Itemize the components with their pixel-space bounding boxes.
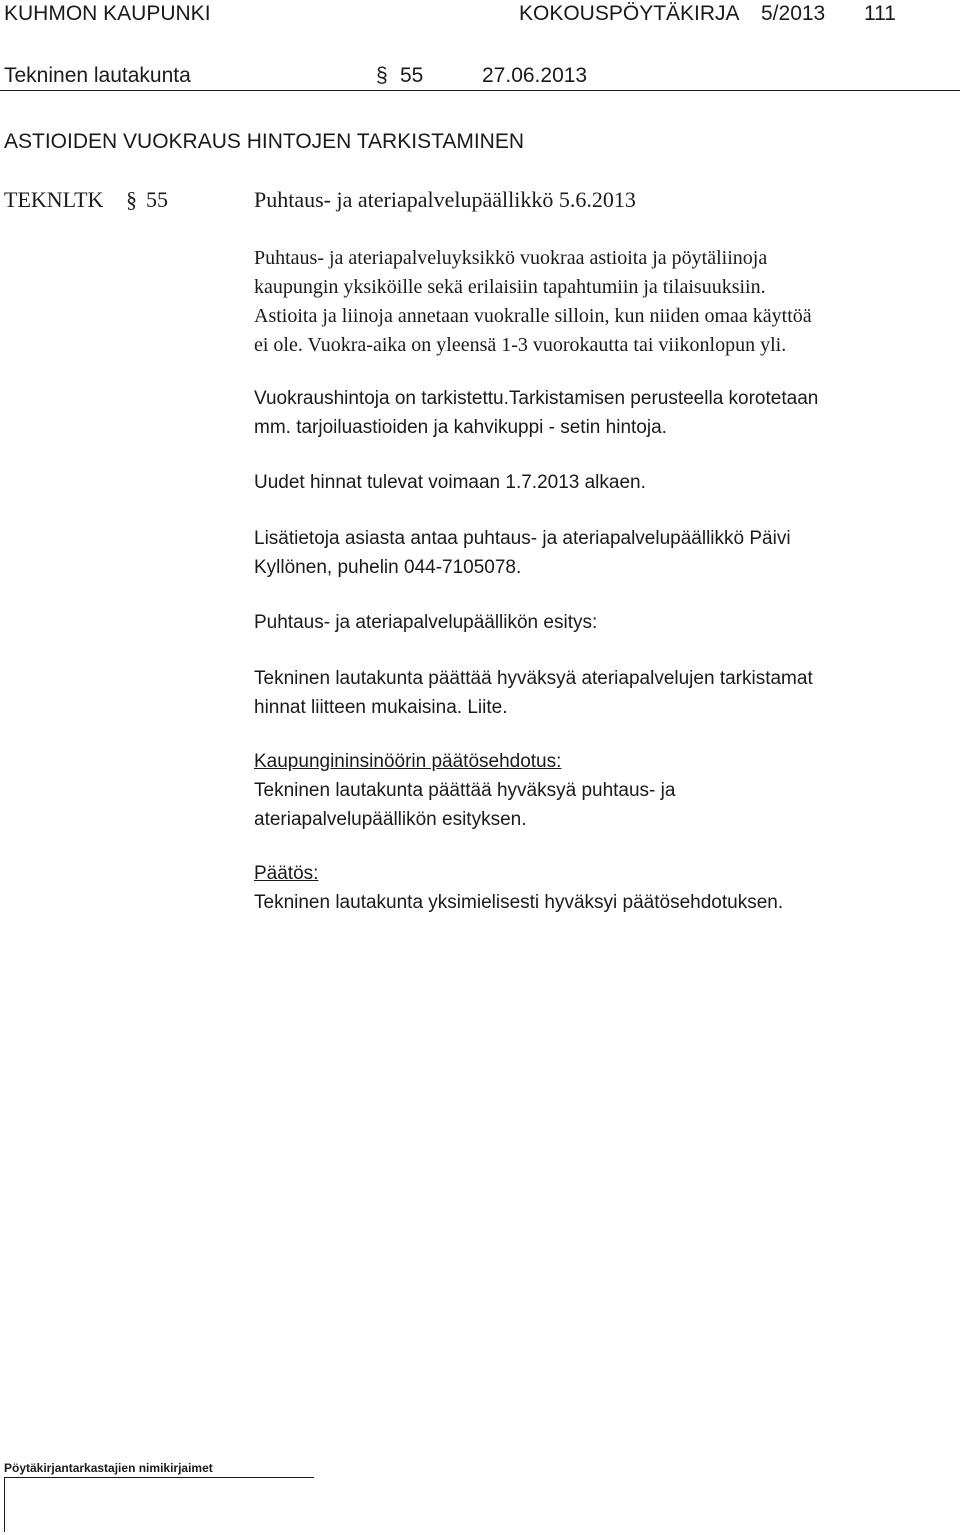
proposal-heading: Puhtaus- ja ateriapalvelupäällikön esitys: (254, 612, 598, 633)
engineer-proposal-line: ateriapalvelupäällikön esityksen. (254, 809, 527, 830)
proposal-line: Tekninen lautakunta päättää hyväksyä ateriapalvelujen tarkistamat (254, 668, 813, 689)
intro-line: ei ole. Vuokra-aika on yleensä 1-3 vuorokautta tai viikonlopun yli. (254, 334, 787, 356)
contact-line: Lisätietoja asiasta antaa puhtaus- ja ateriapalvelupäällikkö Päivi (254, 528, 791, 549)
meeting-date: 27.06.2013 (482, 64, 588, 87)
document-number: 5/2013 (761, 2, 826, 25)
page-title: ASTIOIDEN VUOKRAUS HINTOJEN TARKISTAMINEN (4, 130, 525, 153)
contact-line: Kyllönen, puhelin 044-7105078. (254, 557, 522, 578)
decision-heading: Päätös: (254, 863, 319, 884)
initials-box-top-border (4, 1477, 314, 1478)
preparer-line: Puhtaus- ja ateriapalvelupäällikkö 5.6.2013 (254, 187, 636, 212)
section-mark: § (376, 64, 388, 87)
intro-line: kaupungin yksiköille sekä erilaisiin tapahtumiin ja tilaisuuksiin. (254, 276, 766, 298)
engineer-proposal (254, 747, 944, 834)
document-type: KOKOUSPÖYTÄKIRJA (519, 2, 740, 25)
municipality-name: KUHMON KAUPUNKI (4, 2, 211, 25)
proposal-line: hinnat liitteen mukaisina. Liite. (254, 697, 508, 718)
initials-box-left-border (4, 1477, 5, 1532)
reference-code: TEKNLTK (4, 187, 104, 212)
price-paragraph (254, 384, 944, 442)
reference-section-mark: § (126, 187, 137, 212)
effective-date-text: Uudet hinnat tulevat voimaan 1.7.2013 alkaen. (254, 472, 646, 493)
committee-name: Tekninen lautakunta (4, 64, 191, 87)
engineer-proposal-heading: Kaupungininsinöörin päätösehdotus: (254, 751, 562, 772)
decision-text: Tekninen lautakunta yksimielisesti hyväksyi päätösehdotuksen. (254, 892, 784, 913)
initials-label: Pöytäkirjantarkastajien nimikirjaimet (4, 1461, 213, 1475)
reference-number: 55 (146, 187, 168, 212)
contact-paragraph (254, 524, 944, 582)
proposal-paragraph (254, 664, 944, 722)
price-line: mm. tarjoiluastioiden ja kahvikuppi - setin hintoja. (254, 417, 667, 438)
section-number: 55 (400, 64, 424, 87)
header-rule (0, 90, 960, 91)
intro-paragraph (254, 244, 944, 360)
intro-line: Puhtaus- ja ateriapalveluyksikkö vuokraa astioita ja pöytäliinoja (254, 247, 768, 269)
decision-section (254, 859, 944, 917)
intro-line: Astioita ja liinoja annetaan vuokralle silloin, kun niiden omaa käyttöä (254, 305, 812, 327)
engineer-proposal-line: Tekninen lautakunta päättää hyväksyä puhtaus- ja (254, 780, 676, 801)
page-number: 111 (864, 2, 896, 25)
price-line: Vuokraushintoja on tarkistettu.Tarkistamisen perusteella korotetaan (254, 388, 819, 409)
